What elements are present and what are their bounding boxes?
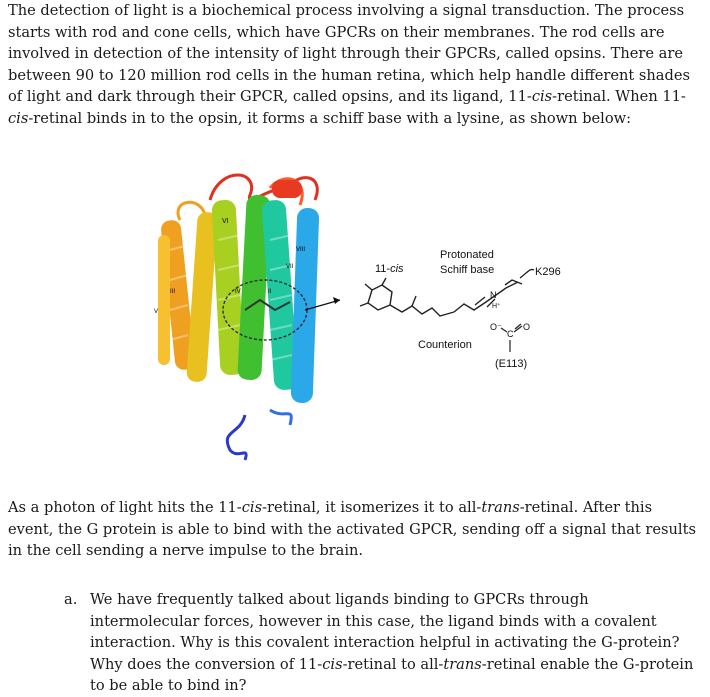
h-atom-label: H⁺ bbox=[492, 303, 501, 310]
counterion-label: Counterion bbox=[418, 339, 472, 351]
helix-viii bbox=[272, 180, 302, 198]
intro-italic-2: cis bbox=[8, 109, 29, 127]
question-text-3: -retinal enable the G-protein to be able to bind in? bbox=[90, 655, 694, 694]
rhodopsin-figure bbox=[150, 160, 580, 475]
cis-label: 11-cis bbox=[375, 263, 404, 275]
protonated-label: Protonated bbox=[440, 249, 494, 261]
pocket-arrowhead bbox=[333, 297, 340, 304]
intro-text-3: -retinal binds in to the opsin, it forms a schiff base with a lysine, as shown below: bbox=[28, 109, 632, 127]
helix-label-vii: VII bbox=[286, 264, 294, 270]
question-italic-1: cis bbox=[322, 655, 343, 673]
o-minus-label: O⁻ bbox=[490, 322, 502, 332]
n-atom-label: N bbox=[490, 290, 497, 300]
question-text-2: -retinal to all- bbox=[342, 655, 444, 673]
para2-italic-a: cis bbox=[241, 499, 263, 516]
helix-label-viii: VIII bbox=[296, 247, 306, 253]
schiff-base-label: Schiff base bbox=[440, 264, 495, 276]
helix-label-iv: IV bbox=[235, 289, 241, 295]
retinal-structure bbox=[360, 278, 522, 316]
k296-bond bbox=[520, 269, 534, 278]
c-atom-label: C bbox=[507, 329, 514, 339]
question-a bbox=[64, 589, 694, 697]
question-text-1: We have frequently talked about ligands binding to GPCRs through intermolecular forces, however in this case, the ligand binds with a covalent interaction. Why is this covalent interaction helpful in activating the G-protein? Why does the conversion of 11- bbox=[90, 591, 680, 673]
helix-i-front bbox=[158, 235, 170, 365]
bottom-tail bbox=[227, 415, 246, 460]
helix-label-ii: II bbox=[268, 289, 272, 295]
question-body bbox=[90, 589, 694, 697]
helix-label-vi: VI bbox=[222, 218, 229, 225]
intro-italic-1: cis bbox=[531, 88, 553, 105]
question-italic-2: trans bbox=[443, 655, 482, 673]
question-marker: a. bbox=[64, 591, 78, 608]
para2-text-a: As a photon of light hits the 11- bbox=[8, 499, 242, 516]
intro-paragraph bbox=[8, 0, 698, 129]
isomerization-paragraph bbox=[8, 497, 698, 562]
e113-label: (E113) bbox=[495, 358, 528, 370]
helix-vi bbox=[291, 208, 320, 404]
para2-text-c: -retinal. After this event, the G protein is able to bind with the activated GPCR, sending off a signal that results in the cell sending a nerve impulse to the brain. bbox=[8, 499, 696, 559]
helix-label-v: V bbox=[154, 309, 159, 315]
para2-italic-b: trans bbox=[481, 499, 520, 516]
intro-text-1: The detection of light is a biochemical process involving a signal transduction. The process starts with rod and cone cells, which have GPCRs on their membranes. The rod cells are involved in detection of the intensity of light through their GPCRs, called opsins. There are between 90 to 120 million rod cells in the human retina, which help handle different shades of light and dark through their GPCR, called opsins, and its ligand, 11- bbox=[8, 2, 690, 105]
helix-label-iii: III bbox=[170, 289, 176, 295]
bottom-loop bbox=[270, 410, 291, 425]
helix-ii bbox=[186, 212, 218, 383]
rhodopsin-diagram bbox=[150, 160, 580, 475]
intro-text-2: -retinal. When 11- bbox=[552, 88, 686, 105]
para2-text-b: -retinal, it isomerizes it to all- bbox=[262, 499, 482, 516]
o-atom-label: O bbox=[523, 322, 531, 332]
k296-label: K296 bbox=[535, 266, 561, 278]
